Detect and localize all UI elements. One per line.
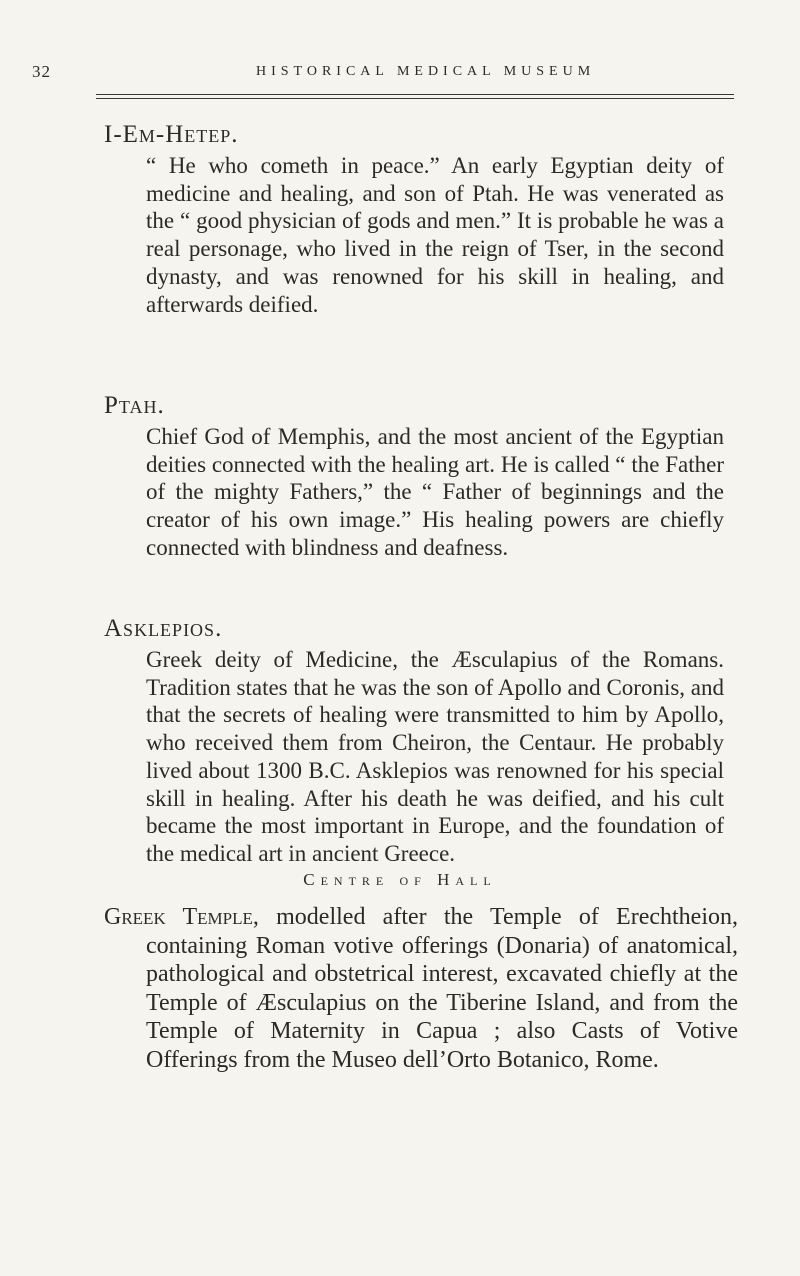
header-rule-top bbox=[96, 94, 734, 95]
greek-temple-title: Greek Temple, bbox=[104, 904, 259, 930]
entry-heading: Ptah. bbox=[104, 392, 165, 419]
section-heading: Centre of Hall bbox=[303, 870, 497, 889]
greek-temple-entry bbox=[104, 903, 738, 1075]
page-number: 32 bbox=[32, 62, 51, 81]
entry-text: Chief God of Memphis, and the most ancient of the Egyptian deities connected with the healing art. He is called “ the Father of the mighty Fathers,” the “ Father of beginnings and the creator of his own image.” His healing powers are chiefly connected with blindness and deafness. bbox=[146, 424, 724, 560]
entry-heading: Asklepios. bbox=[104, 615, 223, 642]
running-head bbox=[0, 62, 800, 86]
entry-heading: I-Em-Hetep. bbox=[104, 121, 239, 148]
greek-temple-paragraph bbox=[104, 903, 738, 1075]
entry-i-em-hetep bbox=[104, 120, 724, 318]
greek-temple-text: modelled after the Temple of Erechtheion, containing Roman votive offerings (Donaria) of anatomical, pathological and obstetrical interest, excavated chiefly at the Temple of Æsculapius on the Tiberine Island, and from the Temple of Maternity in Capua ; also Casts of Votive Offerings from the Museo dell’Orto Botanico, Rome. bbox=[146, 904, 739, 1073]
entry-ptah bbox=[104, 391, 724, 562]
entry-asklepios bbox=[104, 614, 724, 868]
entry-text: Greek deity of Medicine, the Æsculapius of the Romans. Tradition states that he was the son of Apollo and Coronis, and that the secrets of healing were transmitted to him by Apollo, who received them from Cheiron, the Centaur. He probably lived about 1300 B.C. Asklepios was renowned for his special skill in healing. After his death he was deified, and his cult became the most important in Europe, and the foundation of the medical art in ancient Greece. bbox=[146, 647, 724, 866]
running-head-title: HISTORICAL MEDICAL MUSEUM bbox=[256, 64, 596, 79]
header-rule-bottom bbox=[96, 98, 734, 99]
entry-text: “ He who cometh in peace.” An early Egyptian deity of medicine and healing, and son of Ptah. He was venerated as the “ good physician of gods and men.” It is probable he was a real personage, who lived in the reign of Tser, in the second dynasty, and was renowned for his skill in healing, and afterwards deified. bbox=[146, 153, 724, 317]
